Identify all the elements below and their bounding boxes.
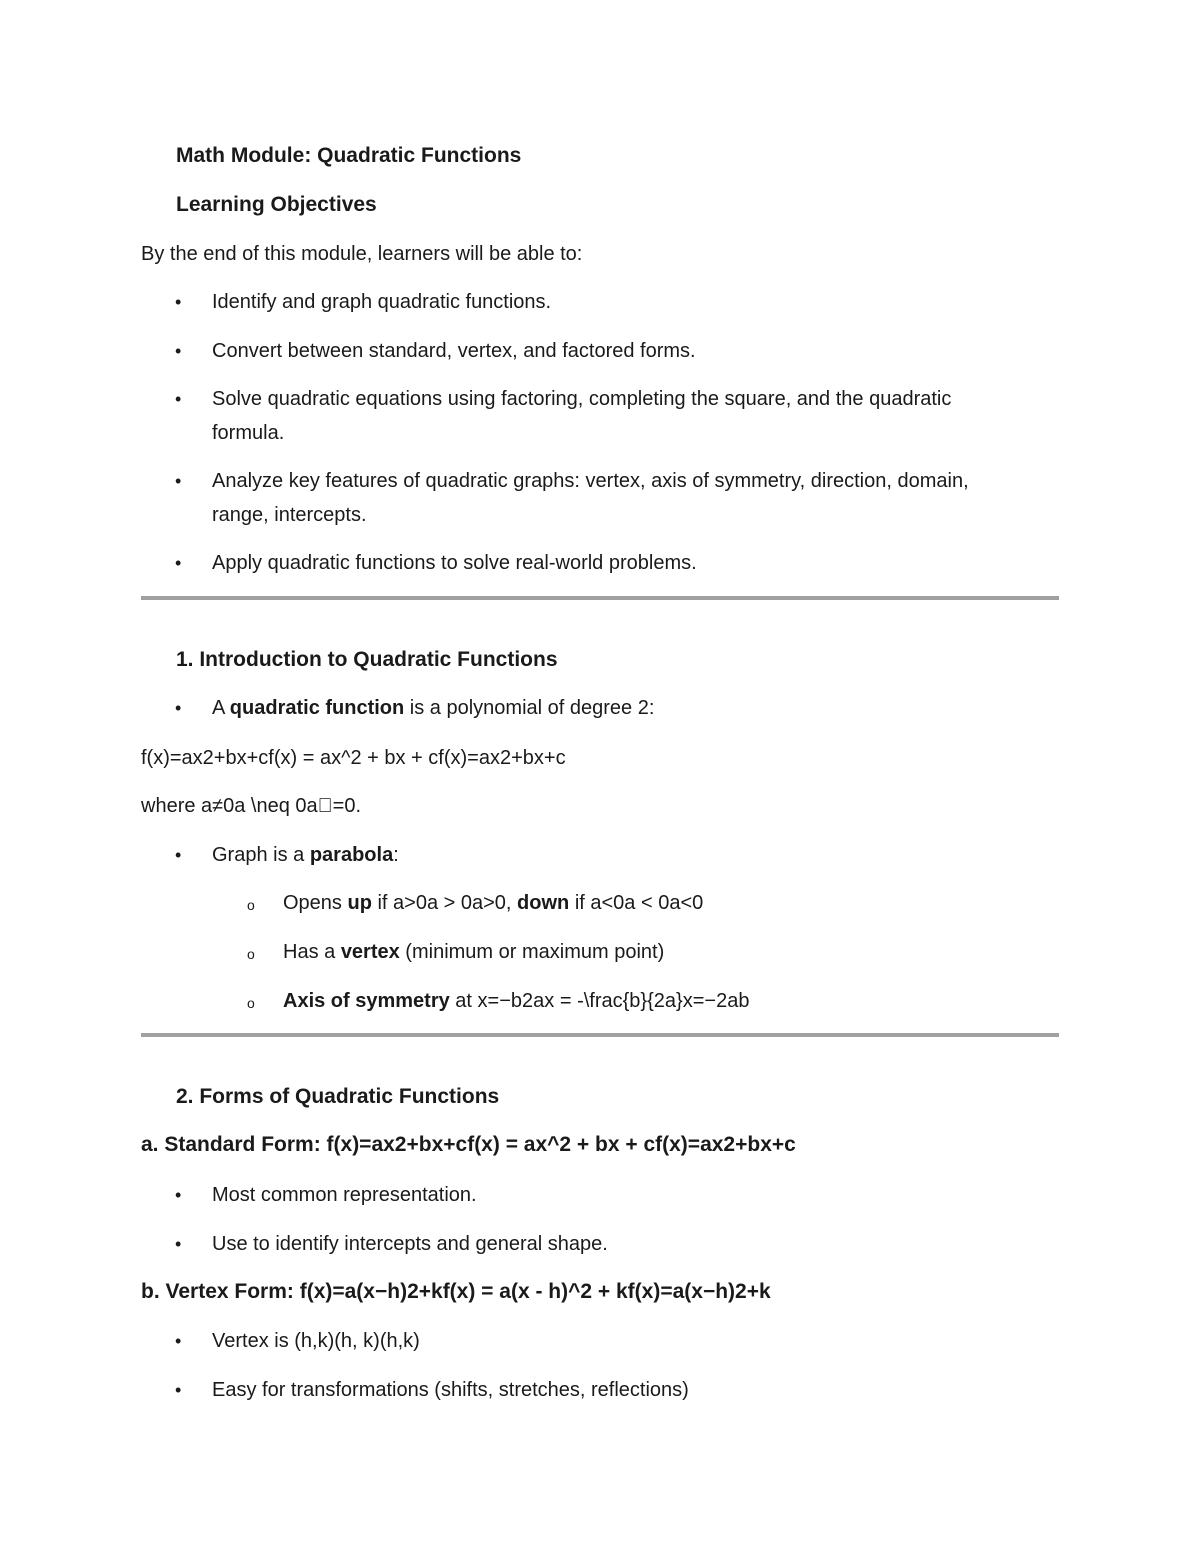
document-title: Math Module: Quadratic Functions — [176, 144, 522, 167]
sub-bullet-icon: o — [247, 995, 255, 1011]
vertex-form-heading: b. Vertex Form: f(x)=a(x−h)2+kf(x) = a(x - h)^2 + kf(x)=a(x−h)2+k — [141, 1280, 771, 1303]
sub-bullet-icon: o — [247, 946, 255, 962]
objective-item: Apply quadratic functions to solve real-world problems. — [212, 552, 697, 574]
nonzero-condition: where a≠0a \neq 0a =0. — [141, 795, 352, 817]
axis-of-symmetry-item: Axis of symmetry at x=−b2ax = -\frac{b}{2a}x=−2ab — [283, 990, 750, 1012]
bullet-icon: • — [175, 471, 182, 491]
bullet-icon: • — [175, 389, 182, 409]
standard-form-item: Use to identify intercepts and general shape. — [212, 1233, 608, 1255]
vertex-item: Has a vertex (minimum or maximum point) — [283, 941, 665, 963]
parabola-term: parabola — [309, 844, 394, 866]
bullet-icon: • — [175, 698, 182, 718]
bullet-icon: • — [175, 292, 182, 312]
horizontal-divider — [141, 596, 1059, 600]
standard-form-heading: a. Standard Form: f(x)=ax2+bx+cf(x) = ax^2 + bx + cf(x)=ax2+bx+c — [141, 1133, 796, 1156]
objective-item: Convert between standard, vertex, and factored forms. — [212, 340, 696, 362]
quadratic-definition: A quadratic function is a polynomial of degree 2: — [212, 697, 655, 719]
bullet-icon: • — [175, 1331, 182, 1351]
bullet-icon: • — [175, 845, 182, 865]
horizontal-divider — [141, 1033, 1059, 1037]
bullet-icon: • — [175, 1185, 182, 1205]
standard-formula: f(x)=ax2+bx+cf(x) = ax^2 + bx + cf(x)=ax2+bx+c — [141, 747, 566, 769]
section-2-heading: 2. Forms of Quadratic Functions — [176, 1085, 500, 1108]
bullet-icon: • — [175, 553, 182, 573]
bullet-icon: • — [175, 341, 182, 361]
quadratic-function-term: quadratic function — [229, 697, 405, 719]
objectives-heading: Learning Objectives — [176, 193, 377, 216]
graph-parabola-item: Graph is a parabola: — [212, 844, 399, 866]
vertex-form-item: Easy for transformations (shifts, stretches, reflections) — [212, 1379, 689, 1401]
objective-item: Solve quadratic equations using factoring, completing the square, and the quadratic — [212, 388, 952, 410]
standard-form-item: Most common representation. — [212, 1184, 477, 1206]
section-1-heading: 1. Introduction to Quadratic Functions — [176, 648, 558, 671]
objectives-intro: By the end of this module, learners will be able to: — [141, 243, 583, 265]
objective-item-continued: range, intercepts. — [212, 504, 367, 526]
vertex-form-item: Vertex is (h,k)(h, k)(h,k) — [212, 1330, 420, 1352]
bullet-icon: • — [175, 1380, 182, 1400]
objective-item: Analyze key features of quadratic graphs: vertex, axis of symmetry, direction, domain, — [212, 470, 969, 492]
bullet-icon: • — [175, 1234, 182, 1254]
sub-bullet-icon: o — [247, 897, 255, 913]
objective-item-continued: formula. — [212, 422, 285, 444]
opens-direction-item: Opens up if a>0a > 0a>0, down if a<0a < 0a<0 — [283, 892, 704, 914]
objective-item: Identify and graph quadratic functions. — [212, 291, 552, 313]
